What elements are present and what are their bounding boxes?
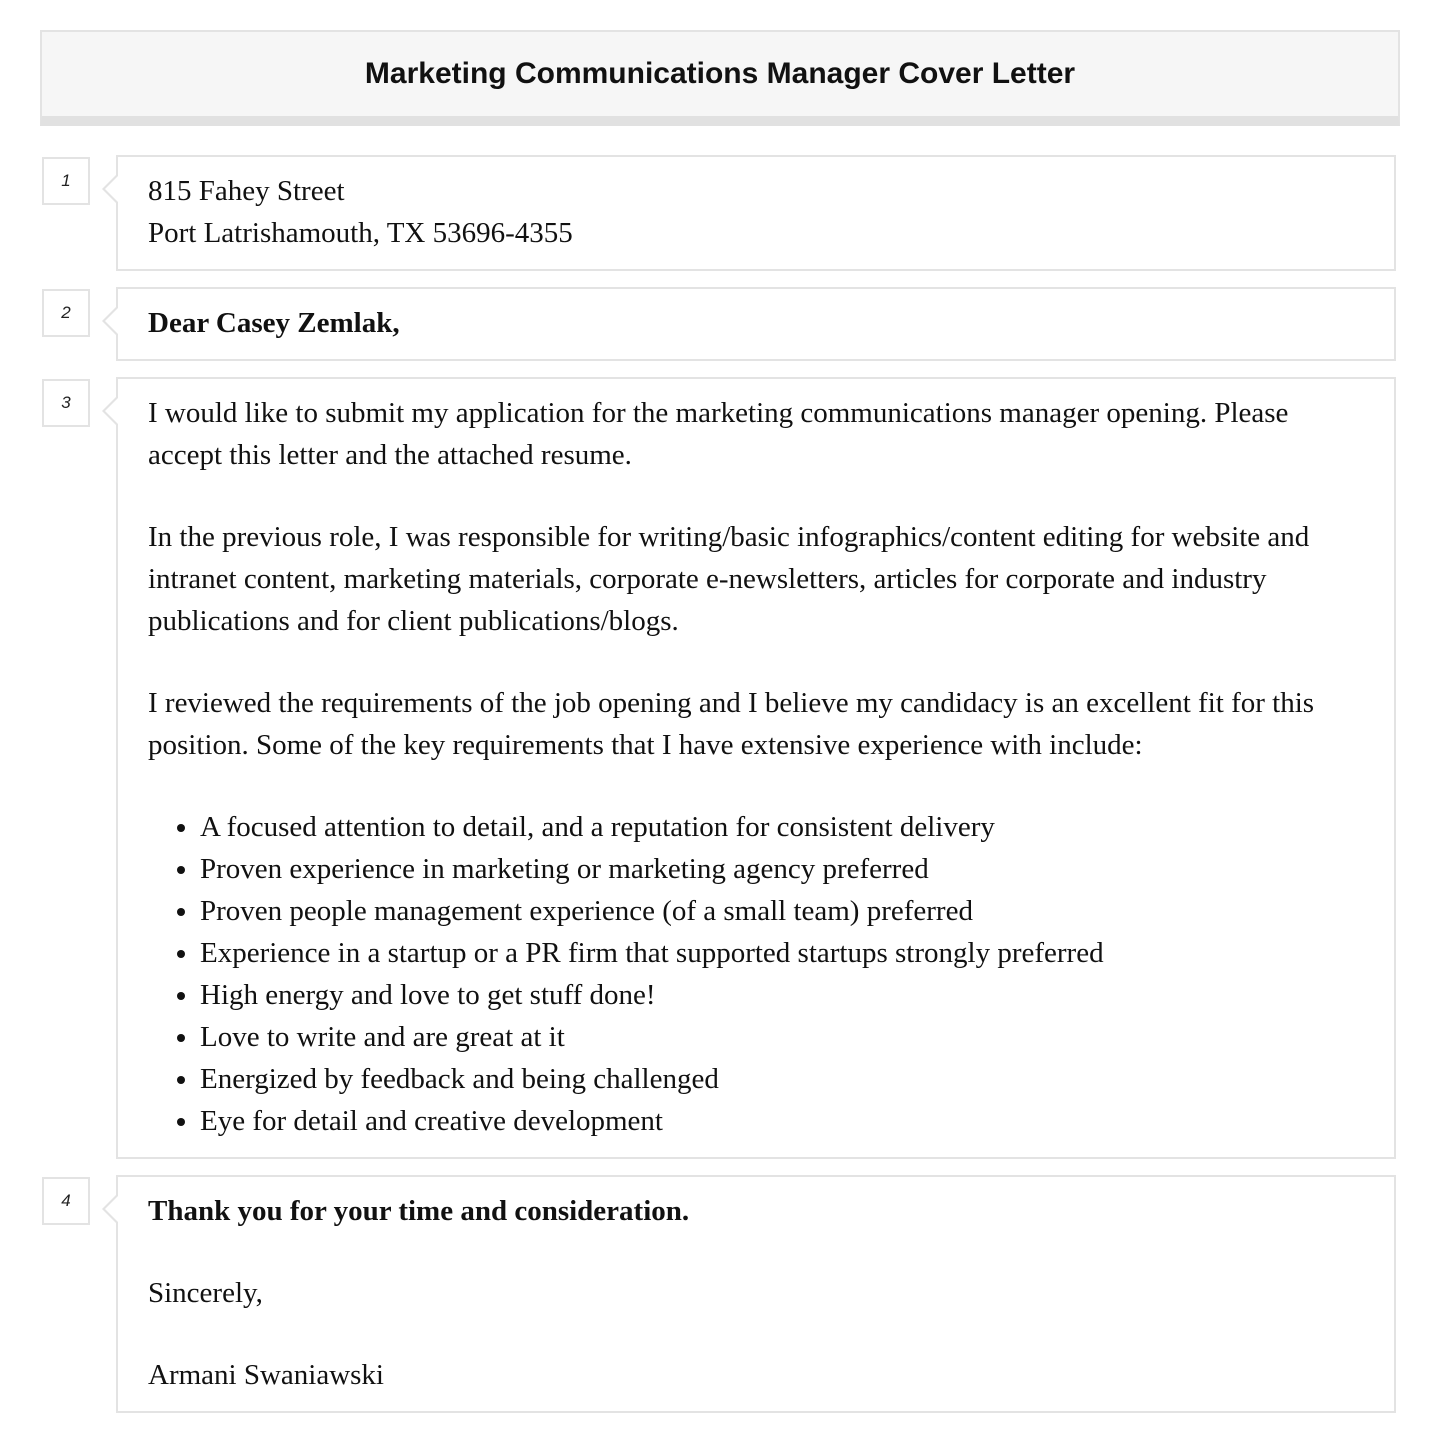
section-number-3: 3	[42, 379, 90, 427]
thank-you-line: Thank you for your time and consideration.	[148, 1195, 690, 1227]
section-number-2: 2	[42, 289, 90, 337]
address-block	[116, 155, 1396, 271]
signature-name: Armani Swaniawski	[148, 1359, 384, 1391]
body-block	[116, 377, 1396, 1159]
section-number-4: 4	[42, 1177, 90, 1225]
list-item: • Energized by feedback and being challenged	[200, 1058, 1364, 1100]
body-paragraph-1: I would like to submit my application for the marketing communications manager opening. Please accept this letter and the attached resume.	[148, 397, 1289, 471]
address-street: 815 Fahey Street	[148, 175, 345, 207]
closing-salutation: Sincerely,	[148, 1277, 263, 1309]
greeting: Dear Casey Zemlak,	[148, 307, 400, 339]
list-item: • Proven experience in marketing or marketing agency preferred	[200, 848, 1364, 890]
body-paragraph-3: I reviewed the requirements of the job opening and I believe my candidacy is an excellent fit for this position. Some of the key requirements that I have extensive experience with include:	[148, 687, 1315, 761]
list-item: • Eye for detail and creative development	[200, 1100, 1364, 1142]
list-item: • A focused attention to detail, and a reputation for consistent delivery	[200, 806, 1364, 848]
section-number-1: 1	[42, 157, 90, 205]
address-city: Port Latrishamouth, TX 53696-4355	[148, 217, 573, 249]
requirements-list	[148, 806, 1364, 1142]
letter-header	[40, 30, 1400, 126]
greeting-block	[116, 287, 1396, 361]
list-item: • Proven people management experience (of a small team) preferred	[200, 890, 1364, 932]
list-item: • Experience in a startup or a PR firm that supported startups strongly preferred	[200, 932, 1364, 974]
list-item: • Love to write and are great at it	[200, 1016, 1364, 1058]
body-paragraph-2: In the previous role, I was responsible for writing/basic infographics/content editing for website and intranet content, marketing materials, corporate e-newsletters, articles for corporate and industry publications and for client publications/blogs.	[148, 521, 1310, 637]
page-title: Marketing Communications Manager Cover Letter	[364, 57, 1076, 90]
closing-block	[116, 1175, 1396, 1413]
list-item: • High energy and love to get stuff done!	[200, 974, 1364, 1016]
